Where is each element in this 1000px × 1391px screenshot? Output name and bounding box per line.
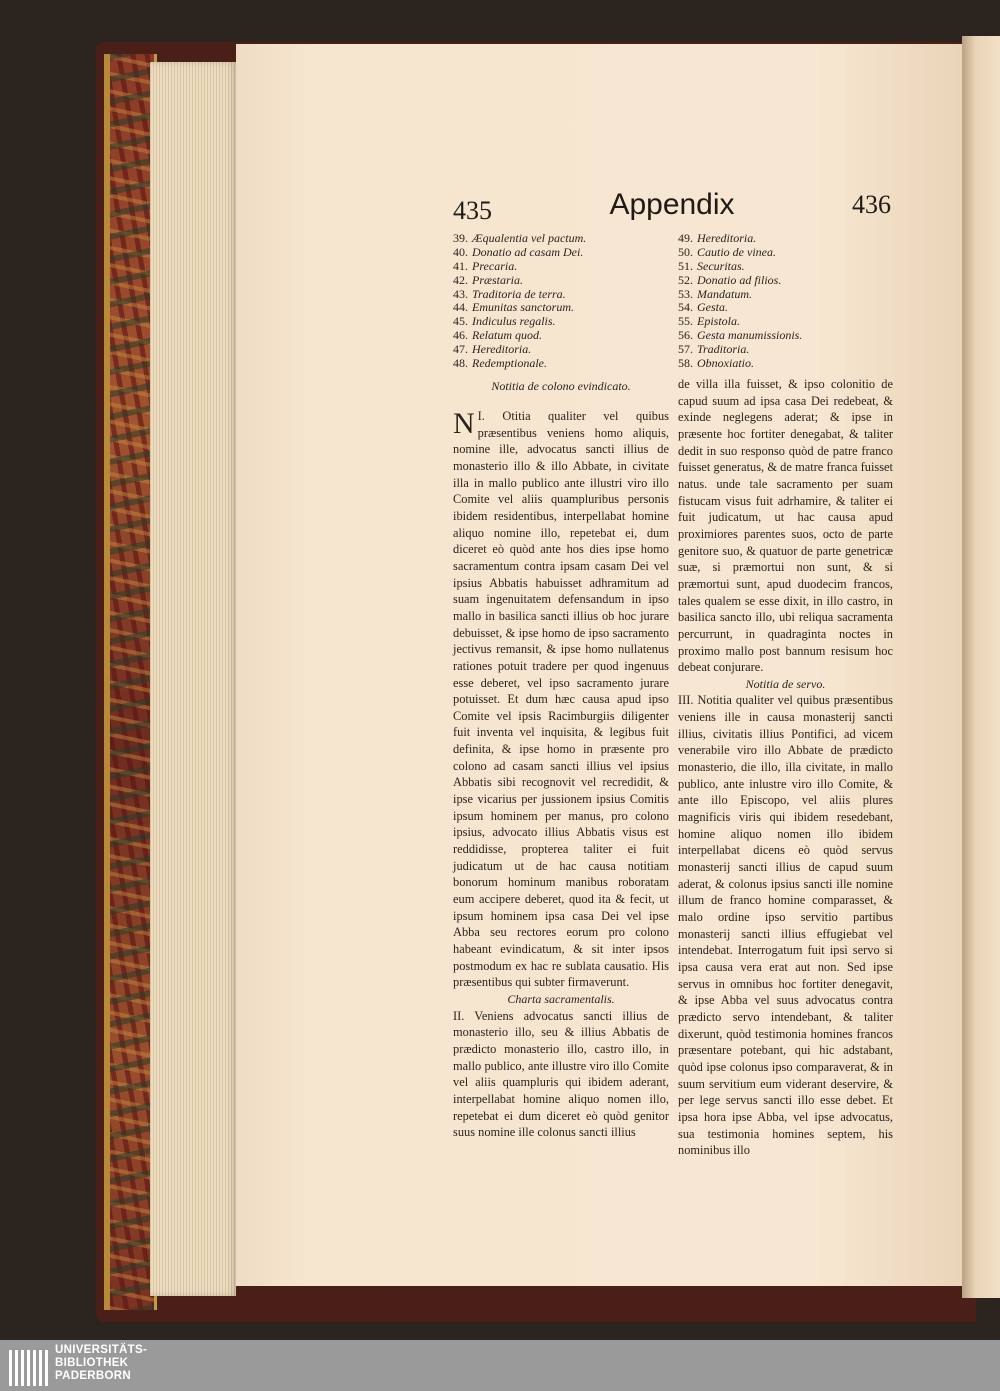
toc-item: [453, 232, 669, 246]
toc-item-number: 48.: [453, 356, 468, 371]
facing-page-edge: [962, 36, 1000, 1298]
toc-item: [678, 260, 893, 274]
toc-item-number: 46.: [453, 328, 468, 343]
page-title: Appendix: [609, 188, 735, 221]
toc-item-number: 41.: [453, 258, 468, 273]
para-text: Veniens advocatus sancti illius de monasterio illo, seu & illius Abbatis de prædicto monasterio illo, castro illo, in mallo publico, ante illustre viro illo Comite vel aliis quampluris qui ibidem aderant, interpellabat homine aliquo nomen illo, repetebat ei dum diceret eò quòd genitor suus nomine ille colonus sancti illius: [453, 1008, 670, 1140]
toc-item-number: 53.: [678, 286, 693, 301]
toc-item-number: 56.: [678, 328, 693, 343]
toc-item-title: Mandatum.: [697, 286, 752, 301]
toc-item-title: Æqualentia vel pactum.: [472, 231, 587, 245]
toc-item-number: 39.: [453, 231, 468, 245]
subheading-servo: Notitia de servo.: [745, 676, 826, 691]
paragraph-2: [453, 1008, 669, 1141]
para-numeral: III.: [678, 693, 694, 708]
toc-item-title: Obnoxiatio.: [697, 356, 754, 371]
toc-item: [453, 315, 669, 329]
toc-item: [678, 232, 893, 246]
toc-item-number: 43.: [453, 286, 468, 301]
page-edges: [150, 62, 236, 1296]
toc-item: [678, 329, 893, 343]
library-logo-icon: [8, 1344, 50, 1388]
toc-item-number: 57.: [678, 342, 693, 357]
toc-item-title: Securitas.: [697, 258, 745, 273]
toc-item-title: Donatio ad casam Dei.: [472, 244, 584, 259]
toc-item: [453, 329, 669, 343]
subheading-sacramentalis: Charta sacramentalis.: [507, 991, 615, 1006]
toc-item-number: 54.: [678, 300, 693, 315]
toc-item: [678, 301, 893, 315]
toc-item-title: Gesta manumissionis.: [697, 328, 803, 343]
toc-item: [678, 357, 893, 371]
library-name-line2: BIBLIOTHEK: [55, 1357, 129, 1369]
toc-list-right: [678, 232, 893, 371]
toc-item-number: 45.: [453, 314, 468, 329]
toc-item-number: 50.: [678, 244, 693, 259]
paragraph-1: [453, 408, 669, 991]
left-heading-block: [453, 378, 669, 395]
toc-list-left: [453, 232, 669, 371]
toc-item-number: 49.: [678, 231, 693, 245]
toc-item-title: Precaria.: [472, 258, 518, 273]
toc-item-number: 47.: [453, 342, 468, 357]
toc-left: [453, 232, 669, 371]
para-numeral: II.: [453, 1008, 465, 1023]
toc-item-title: Gesta.: [697, 300, 728, 315]
left-text-column: [453, 408, 669, 1141]
page-number-left: 435: [453, 196, 492, 225]
toc-item: [453, 274, 669, 288]
drop-cap: N: [453, 407, 475, 440]
right-text-column: [678, 376, 893, 1159]
toc-item-title: Indiculus regalis.: [472, 314, 556, 329]
para-text: Otitia qualiter vel quibus præsentibus veniens homo aliquis, nomine ille, advocatus sancti illius de monasterio illo & illo Abbate, in civitate illa in mallo publico ante illustri viro illo Comite vel aliis quampluribus personis ibidem residentibus, interpellabat homine aliquo nomine illo, repetebat ei, dum diceret eò quòd ante hos dies ipse homo sacramentum contra ipsam casam Dei vel ipsius Abbatis habuisset adhramitum ad suam ingenuitatem defensandum in ipso mallo in basilica sancti illius ob hoc jurare debuisset, & ipse homo de ipso sacramento jectivus remansit, & ipse homo nullatenus rationes potuit tradere per quod ingenuus esse deberet, vel ipso sacramento jurare potuisset. Et dum hæc causa apud ipso Comite vel ipsis Racimburgiis diligenter fuit inventa vel inquisita, & legibus fuit definita, & ipse homo in præsente pro colono ad casam sancti illius vel ipsius Abbatis sibi recognovit vel recredidit, & ipse vicarius per jussionem ipsius Comitis ipsum hominem per manus, pro colono ipsius, advocato illius Abbatis visus est reddidisse, propterea taliter ei fuit judicatum ut de hac causa notitiam bonorum hominum manibus roboratam eum accipere deberet, quod ita & fecit, ut ipsum hominem ipsa casa Dei vel ipse Abba seu rectores eorum pro colono habeant evindicatum, & sit inter ipsos postmodum ex hac re sublata causatio. His præsentibus qui subter firmaverunt.: [453, 409, 669, 990]
toc-item-title: Emunitas sanctorum.: [472, 300, 574, 315]
toc-item: [453, 343, 669, 357]
toc-item-number: 55.: [678, 314, 693, 329]
toc-item-title: Epistola.: [697, 314, 741, 329]
toc-item-title: Præstaria.: [472, 272, 524, 287]
toc-item-number: 51.: [678, 258, 693, 273]
toc-item: [453, 301, 669, 315]
toc-item-title: Redemptionale.: [472, 356, 547, 371]
toc-item-title: Traditoria.: [697, 342, 750, 357]
toc-item: [678, 274, 893, 288]
toc-item-number: 52.: [678, 272, 693, 287]
para-numeral: I.: [477, 409, 485, 423]
toc-item-number: 58.: [678, 356, 693, 371]
toc-item-title: Traditoria de terra.: [472, 286, 566, 301]
section-heading-colono: Notitia de colono evindicato.: [491, 379, 631, 393]
page-header: [453, 188, 891, 228]
toc-item-title: Hereditoria.: [472, 342, 532, 357]
toc-item: [453, 260, 669, 274]
paragraph-continued: de villa illa fuisset, & ipso colonitio de capud suum ad ipsa casa Dei redebeat, & exinde neglegens aderat; & ipse in præsente hoc fortiter denegabat, & taliter dedit in suo responso quòd de patre franco fuisset generatus, & de matre franca fuisset natus. unde tale sacramento per suam fistucam visus fuit adrhamire, & taliter ei fuit judicatum, ut hac causa apud proximiores parentes suos, octo de parte genitore suo, & quatuor de parte genetricæ suæ, si præmortui non sunt, & si præmortui sunt, apud duodecim francos, tales qualem se esse dixit, in illo castro, in basilica sancto illo, ubi reliqua sacramenta percurrunt, in quadraginta noctes in proximo mallo post bannum resisum hoc debeat conjurare.: [678, 377, 893, 675]
page-number-right: 436: [852, 190, 891, 219]
toc-item: [678, 288, 893, 302]
toc-item-title: Hereditoria.: [697, 231, 757, 245]
para-text: Notitia qualiter vel quibus præsentibus veniens ille in causa monasterij sancti illius, civitatis illius Pontifici, ad vicem venerabile viro illo Abbate de prædicto monasterio, die illo, illa civitate, in mallo publico, ante inlustre viro illo Comite, & ante illo Episcopo, vel aliis plures magnificis viris qui ibidem resedebant, homine aliquo nomen illo ibidem interpellabat dicens eò quòd servus monasterij sancti illius de capud suum aderat, & colonus ipsius sancti ille nomine illum de franco homine comparasset, & malo ordine ipso servitio partibus monasterij sancti illius effugiebat vel intendebat. Interrogatum fuit ipsi servo si ipsa causa vera erat aut non. Sed ipse servus in omnibus hoc fortiter denegavit, & ipse Abba vel suus advocatus contra prædicto servo intendebant, & taliter dixerunt, quòd testimonia homines francos præsentare potebant, qui hic adstabant, quòd ipse colonus ipso comparaverat, & in suum servitium eum viderant deservire, & per lege servus sancti illo esse debet. Et ipsa hora ipse Abba, vel ipse advocatus, sua testimonia homines septem, his nominibus illo: [678, 693, 893, 1158]
paragraph-3: [678, 692, 893, 1158]
toc-item: [678, 246, 893, 260]
toc-item: [678, 343, 893, 357]
toc-item-number: 40.: [453, 244, 468, 259]
toc-item: [453, 246, 669, 260]
library-name: [55, 1344, 147, 1383]
toc-item-title: Relatum quod.: [472, 328, 542, 343]
toc-item-number: 44.: [453, 300, 468, 315]
toc-item-number: 42.: [453, 272, 468, 287]
toc-item: [453, 357, 669, 371]
toc-right: [678, 232, 893, 371]
library-footer: [0, 1340, 1000, 1391]
library-name-line1: UNIVERSITÄTS-: [55, 1344, 148, 1356]
toc-item-title: Donatio ad filios.: [697, 272, 782, 287]
toc-item: [678, 315, 893, 329]
toc-item-title: Cautio de vinea.: [697, 244, 776, 259]
toc-item: [453, 288, 669, 302]
library-name-line3: PADERBORN: [55, 1370, 131, 1382]
